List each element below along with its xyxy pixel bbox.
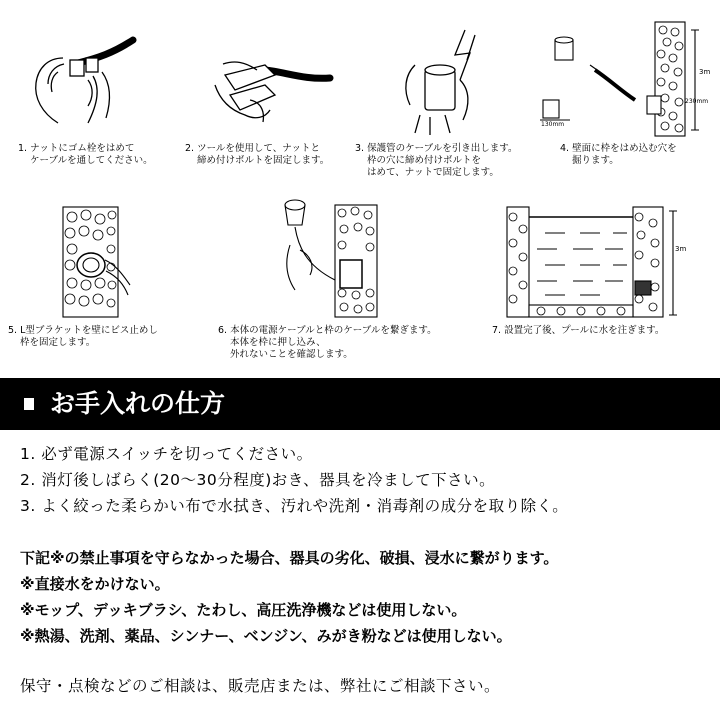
section-title: お手入れの仕方 — [50, 389, 226, 418]
care-step-1: 1. 必ず電源スイッチを切ってください。 — [20, 445, 313, 463]
step5-illustration — [58, 205, 133, 320]
step7-depth-label: 3m — [675, 245, 687, 253]
step4-line1: 4. 壁面に枠をはめ込む穴を — [560, 143, 677, 154]
step5-line1: 5. L型ブラケットを壁にビス止めし — [8, 325, 158, 336]
step3-line2: 枠の穴に締め付けボルトを — [367, 155, 482, 166]
step5-caption — [8, 325, 158, 349]
step3-line3: はめて、ナットで固定します。 — [367, 167, 499, 178]
step5-line2: 枠を固定します。 — [20, 337, 96, 348]
step3-caption — [355, 143, 517, 179]
step4-caption — [560, 143, 677, 167]
warning-intro: 下記※の禁止事項を守らなかった場合、器具の劣化、破損、浸水に繋がります。 — [20, 549, 559, 567]
prohibition-1: ※直接水をかけない。 — [20, 575, 170, 593]
step1-line2: ケーブルを通してください。 — [30, 155, 153, 166]
step7-caption — [492, 325, 664, 337]
step7-line1: 7. 設置完了後、プールに水を注ぎます。 — [492, 325, 665, 336]
step1-caption — [18, 143, 153, 167]
step1-illustration — [18, 28, 138, 138]
step4-illustration — [535, 20, 711, 138]
step7-illustration — [505, 205, 690, 320]
prohibition-3: ※熱湯、洗剤、薬品、シンナー、ベンジン、みがき粉などは使用しない。 — [20, 627, 512, 645]
step3-illustration — [375, 25, 485, 140]
care-step-2: 2. 消灯後しばらく(20〜30分程度)おき、器具を冷まして下さい。 — [20, 471, 496, 489]
step4-height-label: 230mm — [685, 98, 709, 105]
step6-line1: 6. 本体の電源ケーブルと枠のケーブルを繋ぎます。 — [218, 325, 437, 336]
step4-width-label: 130mm — [541, 121, 565, 128]
step3-line1: 3. 保護管のケーブルを引き出します。 — [355, 143, 518, 154]
step6-line2: 本体を枠に押し込み、 — [230, 337, 326, 348]
prohibition-2: ※モップ、デッキブラシ、たわし、高圧洗浄機などは使用しない。 — [20, 601, 467, 619]
step2-line2: 締め付けボルトを固定します。 — [197, 155, 330, 166]
step2-line1: 2. ツールを使用して、ナットと — [185, 143, 321, 154]
step4-line2: 掘ります。 — [572, 155, 619, 166]
step6-illustration — [280, 195, 380, 320]
bullet-square-icon — [24, 398, 34, 410]
step6-line3: 外れないことを確認します。 — [230, 349, 353, 360]
step4-depth-label: 3m — [699, 68, 711, 76]
step1-line1: 1. ナットにゴム栓をはめて — [18, 143, 135, 154]
step2-caption — [185, 143, 329, 167]
step2-illustration — [205, 40, 335, 135]
contact-note: 保守・点検などのご相談は、販売店または、弊社にご相談下さい。 — [20, 677, 501, 695]
step6-caption — [218, 325, 437, 361]
care-step-3: 3. よく絞った柔らかい布で水拭き、汚れや洗剤・消毒剤の成分を取り除く。 — [20, 497, 569, 515]
section-banner — [0, 378, 720, 430]
